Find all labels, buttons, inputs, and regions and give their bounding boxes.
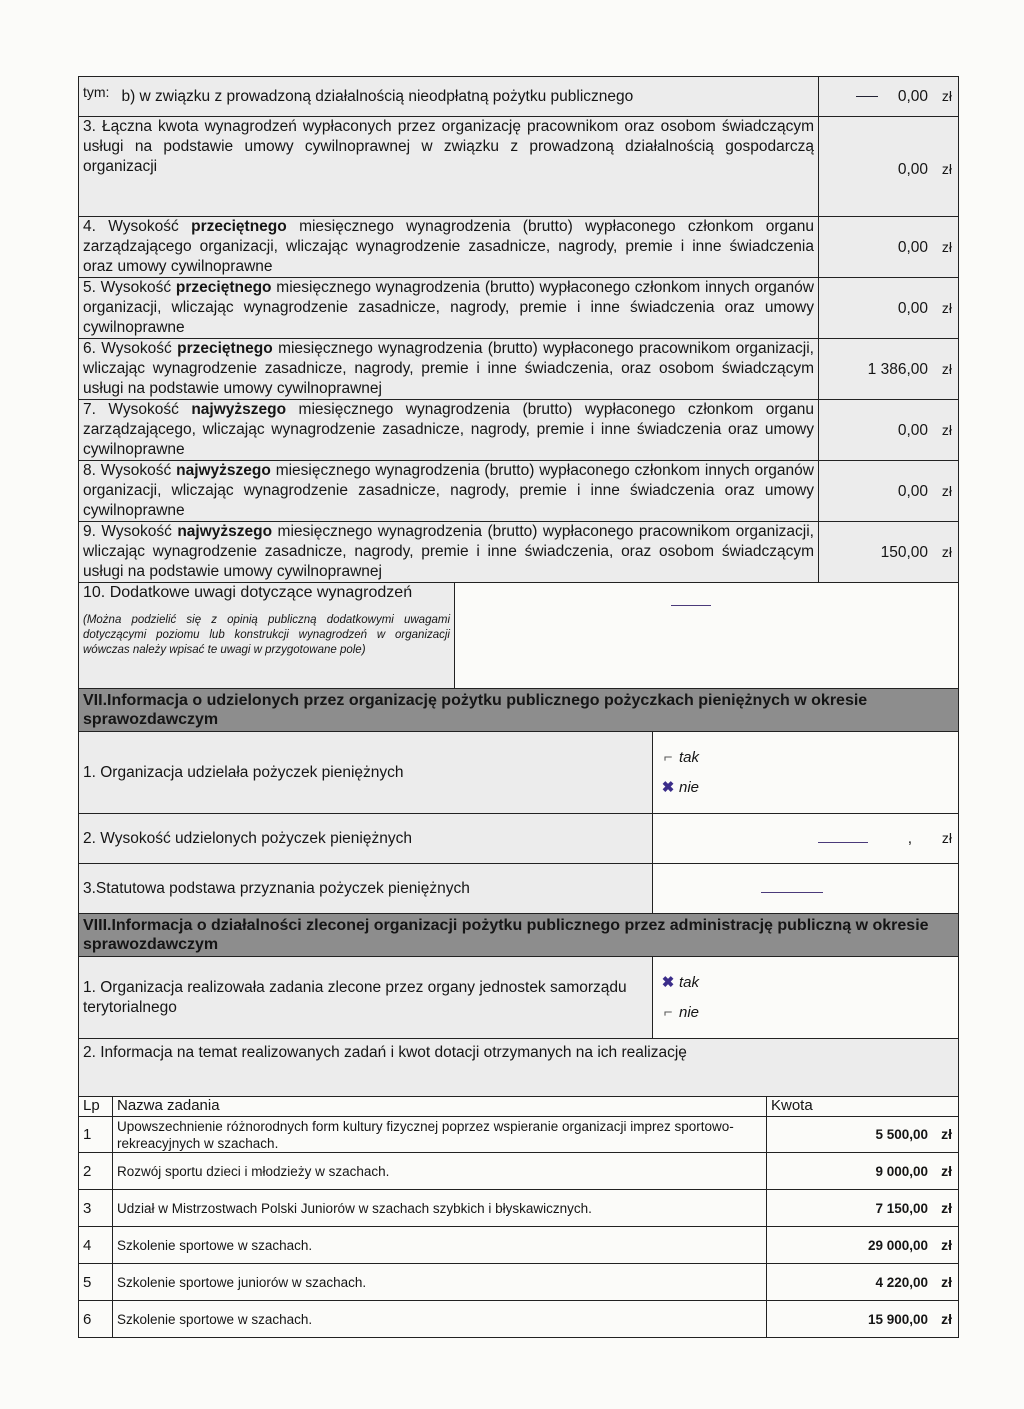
row-num: 5. Wysokość	[83, 279, 176, 296]
col-lp: Lp	[79, 1097, 113, 1117]
row-text: miesięcznego wynagrodzenia (brutto) wypłaconego członkom innych organów organizacji, wliczając wynagrodzenie zasadnicze, nagrody, premie i inne świadczenia oraz umowy cywilnoprawne	[83, 462, 814, 519]
loans-q3-row	[79, 864, 959, 914]
salary-row-8	[79, 461, 959, 522]
currency-label: zł	[941, 299, 952, 316]
task-amount: 29 000,00	[867, 1237, 928, 1253]
currency-label: zł	[941, 238, 952, 255]
currency-label: zł	[941, 482, 952, 499]
currency-label: zł	[941, 1236, 952, 1253]
salary-row-6	[79, 339, 959, 400]
row-bold: najwyższego	[176, 462, 271, 479]
task-amount: 5 500,00	[875, 1127, 928, 1142]
table-row	[79, 1190, 959, 1227]
checkbox-checked-icon: ✖	[661, 778, 675, 796]
task-amount-cell	[767, 1190, 959, 1227]
table-row	[79, 1264, 959, 1301]
section-7-title: VII.Informacja o udzielonych przez organizację pożytku publicznego pożyczkach pieniężnych w okresie sprawozdawczym	[79, 689, 959, 732]
row-3-label: 3. Łączna kwota wynagrodzeń wypłaconych przez organizację pracownikom oraz osobom świadczącym usługi na podstawie umowy cywilnoprawnej w związku z prowadzoną działalnością gospodarczą organizacji	[79, 117, 819, 217]
row-bold: przeciętnego	[191, 218, 287, 235]
row-6-amount: 1 386,00	[867, 360, 928, 378]
option-yes[interactable]	[657, 747, 954, 769]
commissioned-table	[78, 913, 959, 1097]
currency-label: zł	[941, 421, 952, 438]
row-b-label: b) w związku z prowadzoną działalnością nieodpłatną pożytku publicznego	[121, 88, 634, 105]
row-7-label	[79, 400, 819, 461]
commissioned-q1-row	[79, 957, 959, 1039]
commissioned-q2-row	[79, 1039, 959, 1097]
row-num: 6. Wysokość	[83, 340, 178, 357]
loans-q1-label: 1. Organizacja udzielała pożyczek pieniężnych	[79, 732, 653, 814]
loans-q1-options	[653, 732, 959, 814]
currency-label: zł	[941, 1310, 952, 1327]
row-5-amount: 0,00	[897, 299, 928, 317]
row-10-note: (Można podzielić się z opinią publiczną dodatkowymi uwagami dotyczącymi poziomu lub konstrukcji wynagrodzeń w organizacji wówczas należy wpisać te uwagi w przygotowane pole)	[83, 614, 450, 656]
task-name: Szkolenie sportowe juniorów w szachach.	[113, 1264, 767, 1301]
row-4-amount-cell	[819, 217, 959, 278]
handwritten-dash	[761, 892, 823, 893]
task-amount-cell	[767, 1227, 959, 1264]
option-yes[interactable]	[657, 972, 954, 994]
checkbox-empty-icon: ⌐	[663, 748, 673, 766]
row-5-amount-cell	[819, 278, 959, 339]
row-num: 4. Wysokość	[83, 218, 192, 235]
table-row	[79, 1117, 959, 1153]
row-10-remarks-field[interactable]	[455, 583, 959, 689]
task-lp: 6	[79, 1301, 113, 1338]
row-3-amount: 0,00	[897, 161, 928, 178]
row-10-label: 10. Dodatkowe uwagi dotyczące wynagrodzeń	[83, 584, 413, 601]
row-5-label	[79, 278, 819, 339]
option-no[interactable]	[657, 777, 954, 799]
task-lp: 1	[79, 1117, 113, 1153]
currency-label: zł	[941, 1162, 952, 1179]
loans-q2-amount-field[interactable]	[653, 814, 959, 864]
option-no-label: nie	[679, 778, 700, 796]
loans-q2-value: ,	[907, 830, 912, 847]
row-8-amount-cell	[819, 461, 959, 522]
commissioned-q1-options	[653, 957, 959, 1039]
salary-row-9	[79, 522, 959, 583]
row-7-amount: 0,00	[897, 421, 928, 439]
handwritten-dash	[671, 605, 711, 606]
salary-row-10	[79, 583, 959, 689]
tasks-table	[78, 1096, 959, 1338]
salary-row-3	[79, 117, 959, 217]
table-row	[79, 1227, 959, 1264]
row-bold: najwyższego	[191, 401, 287, 418]
task-amount-cell	[767, 1153, 959, 1190]
currency-label: zł	[941, 1273, 952, 1290]
row-8-label	[79, 461, 819, 522]
currency-label: zł	[941, 830, 952, 846]
row-num: 9. Wysokość	[83, 523, 178, 540]
row-bold: przeciętnego	[177, 340, 273, 357]
salary-row-4	[79, 217, 959, 278]
row-8-amount: 0,00	[897, 482, 928, 500]
row-9-label	[79, 522, 819, 583]
task-amount-cell	[767, 1117, 959, 1153]
option-no[interactable]	[657, 1002, 954, 1024]
commissioned-q2-label: 2. Informacja na temat realizowanych zadań i kwot dotacji otrzymanych na ich realizację	[79, 1039, 959, 1097]
task-name: Szkolenie sportowe w szachach.	[113, 1301, 767, 1338]
tasks-header-row	[79, 1097, 959, 1117]
handwritten-dash	[818, 842, 868, 843]
section-8-header	[79, 914, 959, 957]
row-num: 7. Wysokość	[83, 401, 192, 418]
task-name: Rozwój sportu dzieci i młodzieży w szachach.	[113, 1153, 767, 1190]
loans-q1-row	[79, 732, 959, 814]
row-6-label	[79, 339, 819, 400]
task-name: Udział w Mistrzostwach Polski Juniorów w szachach szybkich i błyskawicznych.	[113, 1190, 767, 1227]
task-lp: 5	[79, 1264, 113, 1301]
loans-q3-field[interactable]	[653, 864, 959, 914]
row-6-amount-cell	[819, 339, 959, 400]
option-yes-label: tak	[679, 973, 700, 991]
loans-q3-label: 3.Statutowa podstawa przyznania pożyczek pieniężnych	[79, 864, 653, 914]
row-b-amount: 0,00	[897, 88, 928, 105]
row-text: miesięcznego wynagrodzenia (brutto) wypłaconego członkom organu zarządzającego organizacji, wliczając wynagrodzenie zasadnicze, nagrody, premie i inne świadczenia oraz umowy cywilnoprawne	[83, 218, 814, 275]
currency-label: zł	[941, 1126, 952, 1142]
currency-label: zł	[941, 360, 952, 377]
checkbox-checked-icon: ✖	[661, 973, 675, 991]
currency-label: zł	[941, 161, 952, 177]
form-sheet	[78, 76, 958, 1338]
commissioned-q1-label: 1. Organizacja realizowała zadania zlecone przez organy jednostek samorządu terytorialnego	[79, 957, 653, 1039]
table-row	[79, 1153, 959, 1190]
task-amount: 7 150,00	[875, 1200, 928, 1216]
row-text: miesięcznego wynagrodzenia (brutto) wypłaconego członkom innych organów organizacji, wliczając wynagrodzenie zasadnicze, nagrody, premie i inne świadczenia oraz umowy cywilnoprawne	[83, 279, 814, 336]
task-amount: 9 000,00	[875, 1163, 928, 1179]
loans-q2-label: 2. Wysokość udzielonych pożyczek pieniężnych	[79, 814, 653, 864]
row-num: 8. Wysokość	[83, 462, 177, 479]
col-name: Nazwa zadania	[113, 1097, 767, 1117]
row-text: miesięcznego wynagrodzenia (brutto) wypłaconego pracownikom organizacji, wliczając wynagrodzenie zasadnicze, nagrody, premie i inne świadczenia, oraz osobom świadczącym usługi na podstawie umowy cywilnoprawnej	[83, 340, 814, 397]
task-amount-cell	[767, 1301, 959, 1338]
handwritten-dash	[856, 96, 878, 97]
row-9-amount: 150,00	[880, 543, 928, 561]
currency-label: zł	[941, 543, 952, 560]
row-7-amount-cell	[819, 400, 959, 461]
section-7-header	[79, 689, 959, 732]
salary-row-7	[79, 400, 959, 461]
row-b-amount-cell	[819, 77, 959, 117]
checkbox-empty-icon: ⌐	[663, 1003, 673, 1021]
currency-label: zł	[941, 1199, 952, 1216]
loans-q2-row	[79, 814, 959, 864]
remarks-table	[78, 582, 959, 689]
row-text: miesięcznego wynagrodzenia (brutto) wypłaconego pracownikom organizacji, wliczając wynagrodzenie zasadnicze, nagrody, premie i inne świadczenia, oraz osobom świadczącym usługi na podstawie umowy cywilnoprawnej	[83, 523, 814, 580]
salary-row-b	[79, 77, 959, 117]
task-amount-cell	[767, 1264, 959, 1301]
row-3-amount-cell	[819, 117, 959, 217]
row-bold: przeciętnego	[175, 279, 272, 296]
row-4-label	[79, 217, 819, 278]
task-name: Upowszechnienie różnorodnych form kultury fizycznej poprzez wspieranie organizacji imprez sportowo-rekreacyjnych w szachach.	[113, 1117, 767, 1153]
row-text: miesięcznego wynagrodzenia (brutto) wypłaconego członkom organu zarządzającego, wliczając wynagrodzenie zasadnicze, nagrody, premie i inne świadczenia oraz umowy cywilnoprawne	[83, 401, 814, 458]
row-4-amount: 0,00	[897, 238, 928, 256]
col-amount: Kwota	[767, 1097, 959, 1117]
row-bold: najwyższego	[177, 523, 273, 540]
table-row	[79, 1301, 959, 1338]
salary-row-5	[79, 278, 959, 339]
task-lp: 2	[79, 1153, 113, 1190]
section-8-title: VIII.Informacja o działalności zleconej organizacji pożytku publicznego przez administrację publiczną w okresie sprawozdawczym	[79, 914, 959, 957]
tym-label: tym:	[83, 84, 110, 100]
row-9-amount-cell	[819, 522, 959, 583]
currency-label: zł	[941, 88, 952, 104]
task-amount: 15 900,00	[867, 1311, 928, 1327]
task-name: Szkolenie sportowe w szachach.	[113, 1227, 767, 1264]
task-lp: 4	[79, 1227, 113, 1264]
task-lp: 3	[79, 1190, 113, 1227]
loans-table	[78, 688, 959, 914]
option-no-label: nie	[679, 1003, 700, 1021]
salary-table	[78, 76, 959, 583]
option-yes-label: tak	[679, 748, 700, 766]
row-10-label-cell	[79, 583, 455, 689]
task-amount: 4 220,00	[875, 1274, 928, 1290]
